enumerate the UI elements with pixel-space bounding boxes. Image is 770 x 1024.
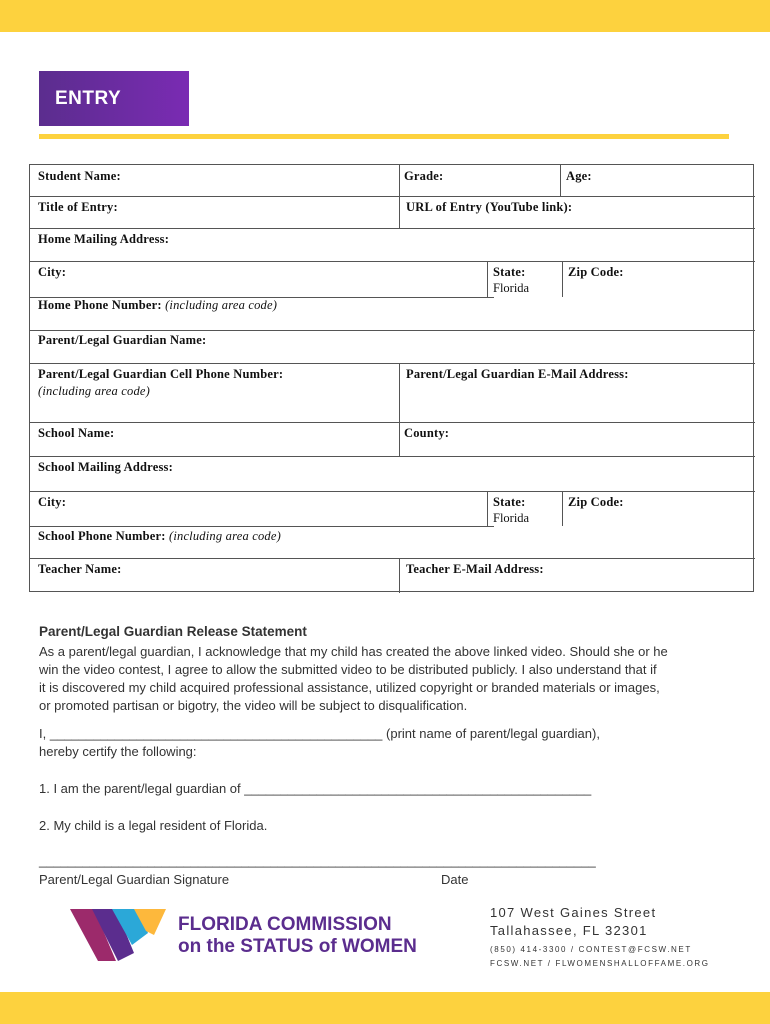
row-divider — [30, 491, 755, 492]
col-divider — [399, 165, 400, 228]
home-city-label: City: — [38, 265, 67, 279]
teacher-name-label: Teacher Name: — [38, 562, 122, 576]
signature-label: Parent/Legal Guardian Signature — [39, 872, 230, 887]
home-zip-label: Zip Code: — [568, 265, 624, 279]
col-divider — [399, 363, 400, 456]
certify-item-2: 2. My child is a legal resident of Florida. — [39, 818, 268, 833]
release-paragraph-line: or promoted partisan or bigotry, the video will be subject to disqualification. — [39, 698, 468, 713]
col-divider — [399, 558, 400, 593]
release-paragraph-line: it is discovered my child acquired professional assistance, utilized copyright or branded materials or images, — [39, 680, 660, 695]
row-divider — [30, 196, 755, 197]
col-divider — [560, 165, 561, 196]
url-of-entry-label: URL of Entry (YouTube link): — [406, 200, 573, 214]
col-divider — [562, 261, 563, 297]
row-divider — [30, 526, 494, 527]
school-state-label: State: — [493, 495, 526, 509]
certify-following: hereby certify the following: — [39, 744, 197, 759]
teacher-email-label: Teacher E-Mail Address: — [406, 562, 544, 576]
row-divider — [30, 228, 755, 229]
top-accent-bar — [0, 0, 770, 32]
row-divider — [30, 363, 755, 364]
entry-divider — [39, 134, 729, 139]
title-of-entry-label: Title of Entry: — [38, 200, 118, 214]
county-label: County: — [404, 426, 450, 440]
release-statement-title: Parent/Legal Guardian Release Statement — [39, 624, 307, 639]
release-paragraph-line: win the video contest, I agree to allow the submitted video to be distributed publicly. I also understand that if — [39, 662, 657, 677]
org-name-line2: on the STATUS of WOMEN — [178, 936, 417, 957]
school-state-value: Florida — [493, 511, 530, 525]
home-phone-hint: (including area code) — [165, 298, 278, 312]
contact-info: (850) 414-3300 / CONTEST@FCSW.NET — [490, 945, 692, 954]
release-paragraph-line: As a parent/legal guardian, I acknowledge that my child has created the above linked video. Should she or he — [39, 644, 668, 659]
row-divider — [30, 330, 755, 331]
school-phone-label — [38, 529, 281, 544]
guardian-cell-hint: (including area code) — [38, 384, 151, 398]
row-divider — [30, 456, 755, 457]
age-label: Age: — [566, 169, 592, 183]
entry-title: ENTRY — [55, 88, 122, 109]
entry-section-header — [39, 71, 189, 126]
row-divider — [30, 261, 755, 262]
col-divider — [562, 491, 563, 526]
signature-line: _____________________________________________________________________________ — [39, 853, 596, 868]
home-mailing-address-label: Home Mailing Address: — [38, 232, 170, 246]
date-label: Date — [441, 872, 469, 887]
home-phone-label — [38, 298, 277, 313]
home-state-label: State: — [493, 265, 526, 279]
address-street: 107 West Gaines Street — [490, 905, 657, 920]
certify-item-1: 1. I am the parent/legal guardian of ________________________________________________ — [39, 781, 592, 796]
student-name-label: Student Name: — [38, 169, 121, 183]
grade-label: Grade: — [404, 169, 444, 183]
col-divider — [487, 261, 488, 297]
certify-name-line: I, ______________________________________________ (print name of parent/legal guardian), — [39, 726, 600, 741]
website-links: FCSW.NET / FLWOMENSHALLOFFAME.ORG — [490, 959, 710, 968]
guardian-name-label: Parent/Legal Guardian Name: — [38, 333, 207, 347]
home-phone-text: Home Phone Number: — [38, 298, 162, 312]
school-phone-hint: (including area code) — [168, 529, 281, 543]
col-divider — [487, 491, 488, 526]
school-phone-text: School Phone Number: — [38, 529, 166, 543]
school-city-label: City: — [38, 495, 67, 509]
fcsw-logo-icon — [68, 905, 168, 965]
bottom-accent-bar — [0, 992, 770, 1024]
row-divider — [30, 422, 755, 423]
school-zip-label: Zip Code: — [568, 495, 624, 509]
entry-form — [29, 164, 754, 592]
guardian-email-label: Parent/Legal Guardian E-Mail Address: — [406, 367, 629, 381]
guardian-cell-label: Parent/Legal Guardian Cell Phone Number: — [38, 367, 284, 381]
school-mailing-address-label: School Mailing Address: — [38, 460, 173, 474]
org-name-line1: FLORIDA COMMISSION — [178, 914, 392, 935]
school-name-label: School Name: — [38, 426, 115, 440]
home-state-value: Florida — [493, 281, 530, 295]
row-divider — [30, 558, 755, 559]
address-city: Tallahassee, FL 32301 — [490, 923, 648, 938]
